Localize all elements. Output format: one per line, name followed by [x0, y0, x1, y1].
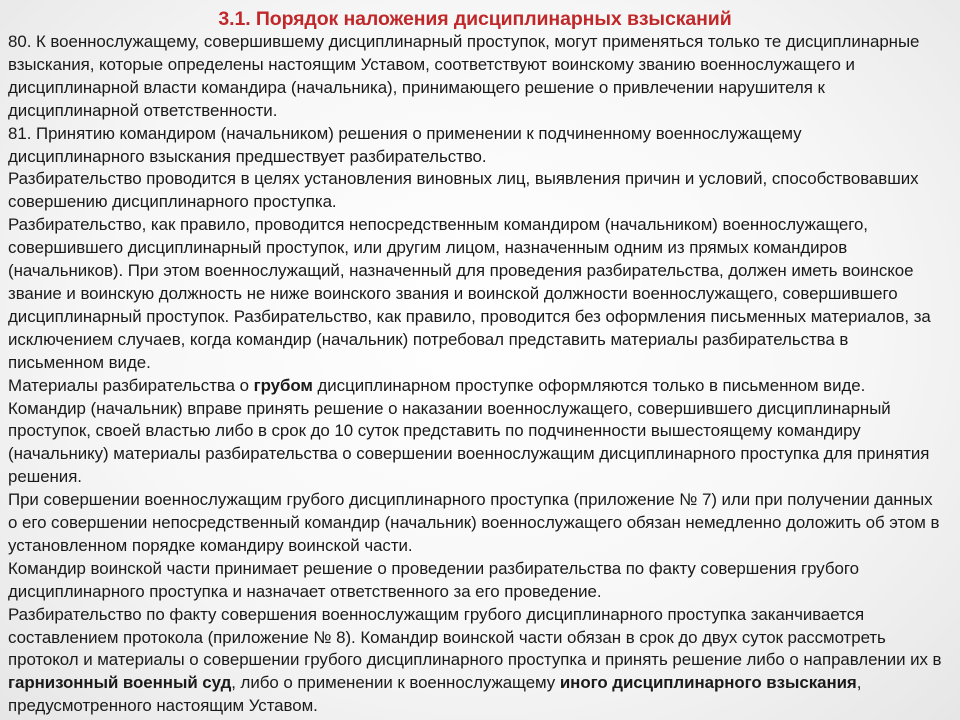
text-run: , предусмотренного настоящим Уставом.	[8, 673, 862, 716]
text-run: Материалы разбирательства о	[8, 375, 254, 395]
paragraph-investigation-purpose: Разбирательство проводится в целях установления виновных лиц, выявления причин и условий, способствовавших совершению дисциплинарного проступка.	[8, 169, 919, 212]
slide-body	[8, 31, 942, 718]
paragraph-commander-decision: Командир воинской части принимает решение о проведении разбирательства по факту совершения грубого дисциплинарного проступка и назначает ответственного за его проведение.	[8, 558, 859, 601]
paragraph-gross-offence-materials	[8, 375, 942, 490]
bold-term-other-penalty: иного дисциплинарного взыскания	[559, 673, 857, 693]
text-run: дисциплинарном проступке оформляются только в письменном виде. Командир (начальник) вправе принять решение о наказании военнослужащего, совершившего дисциплинарный проступок, своей властью либо в срок до 10 суток представить по подчиненности вышестоящему командиру (начальнику) материалы разбирательства о совершении военнослужащим дисциплинарного проступка для принятия решения.	[8, 375, 930, 487]
paragraph-investigation-conduct: Разбирательство, как правило, проводится непосредственным командиром (начальником) военнослужащего, совершившего дисциплинарный проступок, или другим лицом, назначенным одним из прямых командиров (начальников). При этом военнослужащий, назначенный для проведения разбирательства, должен иметь воинское звание и воинскую должность не ниже воинского звания и воинской должности военнослужащего, совершившего дисциплинарный проступок. Разбирательство, как правило, проводится без оформления письменных материалов, за исключением случаев, когда командир (начальник) потребовал представить материалы разбирательства в письменном виде.	[8, 215, 931, 372]
text-run: Разбирательство по факту совершения военнослужащим грубого дисциплинарного проступка заканчивается составлением протокола (приложение № 8). Командир воинской части обязан в срок до двух суток рассмотреть протокол и материалы о совершении грубого дисциплинарного проступка и принять решение либо о направлении их в	[8, 604, 942, 670]
paragraph-80: 80. К военнослужащему, совершившему дисциплинарный проступок, могут применяться только те дисциплинарные взыскания, которые определены настоящим Уставом, соответствуют воинскому званию военнослужащего и дисциплинарной власти командира (начальника), принимающего решение о привлечении нарушителя к дисциплинарной ответственности.	[8, 32, 920, 120]
paragraph-81: 81. Принятию командиром (начальником) решения о применении к подчиненному военнослужащему дисциплинарного взыскания предшествует разбирательство.	[8, 123, 802, 166]
bold-term-gross: грубом	[253, 375, 313, 395]
paragraph-report-to-commander: При совершении военнослужащим грубого дисциплинарного проступка (приложение № 7) или при получении данных о его совершении непосредственный командир (начальник) военнослужащего обязан немедленно доложить об этом в установленном порядке командиру воинской части.	[8, 490, 940, 555]
text-run: , либо о применении к военнослужащему	[231, 673, 560, 693]
slide-title: 3.1. Порядок наложения дисциплинарных взысканий	[218, 8, 732, 30]
paragraph-protocol	[8, 604, 942, 719]
bold-term-garrison-court: гарнизонный военный суд	[8, 673, 232, 693]
